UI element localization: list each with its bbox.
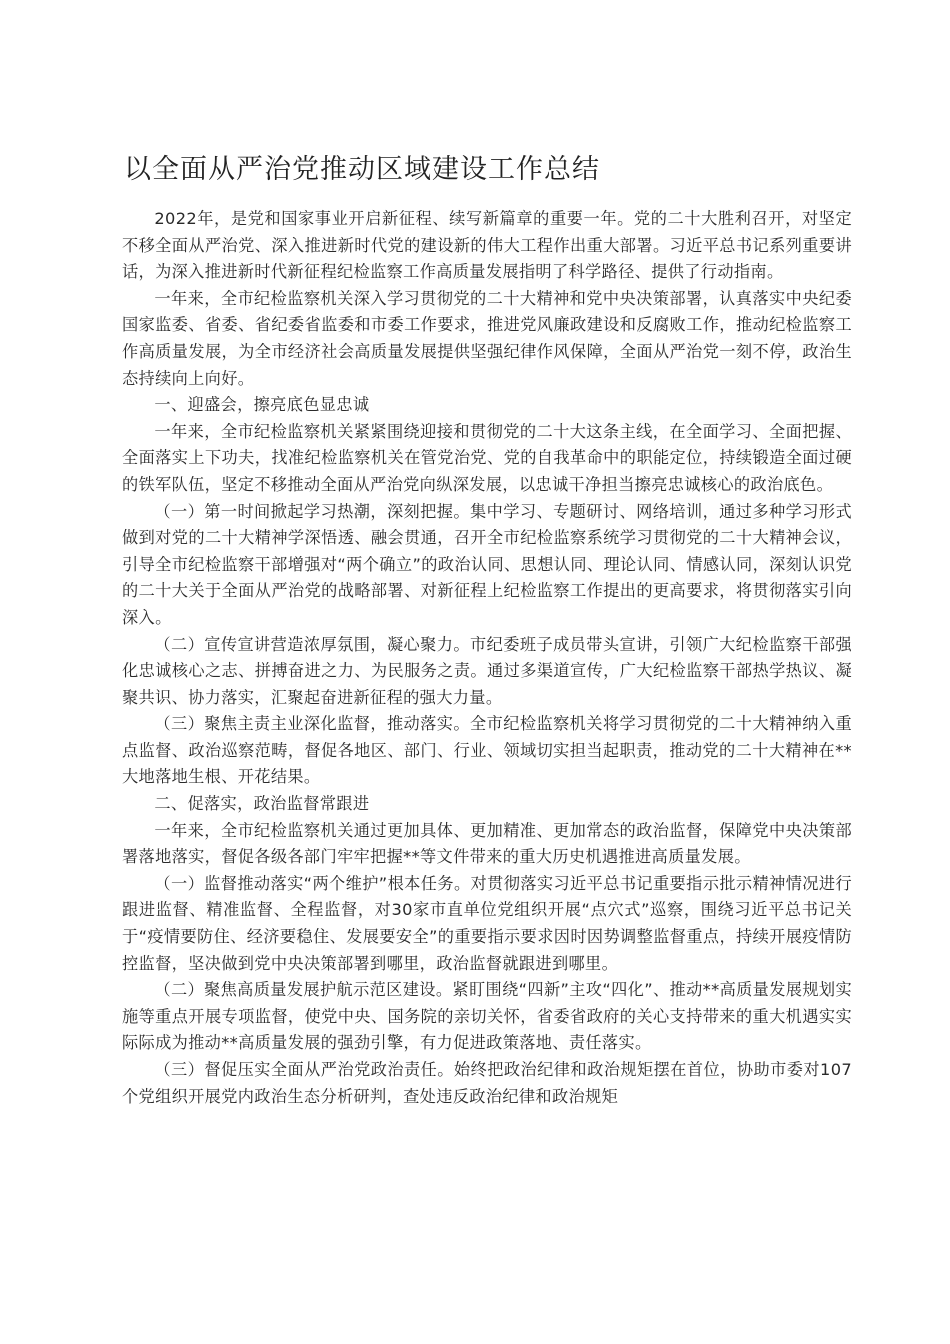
paragraph-section-2-item-3: （三）督促压实全面从严治党政治责任。始终把政治纪律和政治规矩摆在首位，协助市委对107个党组织开展党内政治生态分析研判，查处违反政治纪律和政治规矩 xyxy=(122,1060,852,1106)
section-heading-2: 二、促落实，政治监督常跟进 xyxy=(154,794,370,814)
paragraph-overview: 一年来，全市纪检监察机关深入学习贯彻党的二十大精神和党中央决策部署，认真落实中央纪委国家监委、省委、省纪委省监委和市委工作要求，推进党风廉政建设和反腐败工作，推动纪检监察工作高质量发展，为全市经济社会高质量发展提供坚强纪律作风保障，全面从严治党一刻不停，政治生态持续向上向好。 xyxy=(122,288,852,388)
section-heading-1: 一、迎盛会，擦亮底色显忠诚 xyxy=(154,395,370,415)
paragraph-section-1-item-2: （二）宣传宣讲营造浓厚氛围，凝心聚力。市纪委班子成员带头宣讲，引领广大纪检监察干部强化忠诚核心之志、拼搏奋进之力、为民服务之责。通过多渠道宣传，广大纪检监察干部热学热议、凝聚共识、协力落实，汇聚起奋进新征程的强大力量。 xyxy=(122,634,852,707)
paragraph-intro: 2022年，是党和国家事业开启新征程、续写新篇章的重要一年。党的二十大胜利召开，对坚定不移全面从严治党、深入推进新时代党的建设新的伟大工程作出重大部署。习近平总书记系列重要讲话，为深入推进新时代新征程纪检监察工作高质量发展指明了科学路径、提供了行动指南。 xyxy=(122,209,852,282)
paragraph-section-1-item-3: （三）聚焦主责主业深化监督，推动落实。全市纪检监察机关将学习贯彻党的二十大精神纳入重点监督、政治巡察范畴，督促各地区、部门、行业、领域切实担当起职责，推动党的二十大精神在**大地落地生根、开花结果。 xyxy=(122,714,852,787)
paragraph-section-2-item-1: （一）监督推动落实“两个维护”根本任务。对贯彻落实习近平总书记重要指示批示精神情况进行跟进监督、精准监督、全程监督，对30家市直单位党组织开展“点穴式”巡察，围绕习近平总书记关于“疫情要防住、经济要稳住、发展要安全”的重要指示要求因时因势调整监督重点，持续开展疫情防控监督，坚决做到党中央决策部署到哪里，政治监督就跟进到哪里。 xyxy=(122,873,852,973)
paragraph-section-1-item-1: （一）第一时间掀起学习热潮，深刻把握。集中学习、专题研讨、网络培训，通过多种学习形式做到对党的二十大精神学深悟透、融会贯通，召开全市纪检监察系统学习贯彻党的二十大精神会议，引导全市纪检监察干部增强对“两个确立”的政治认同、思想认同、理论认同、情感认同，深刻认识党的二十大关于全面从严治党的战略部署、对新征程上纪检监察工作提出的更高要求，将贯彻落实引向深入。 xyxy=(122,501,852,627)
paragraph-section-2-item-2: （二）聚焦高质量发展护航示范区建设。紧盯围绕“四新”主攻“四化”、推动**高质量发展规划实施等重点开展专项监督，使党中央、国务院的亲切关怀，省委省政府的关心支持带来的重大机遇实实际际成为推动**高质量发展的强劲引擎，有力促进政策落地、责任落实。 xyxy=(122,980,852,1053)
document-body xyxy=(122,206,852,1110)
paragraph-section-2-intro: 一年来，全市纪检监察机关通过更加具体、更加精准、更加常态的政治监督，保障党中央决策部署落地落实，督促各级各部门牢牢把握**等文件带来的重大历史机遇推进高质量发展。 xyxy=(122,820,852,867)
paragraph-section-1-intro: 一年来，全市纪检监察机关紧紧围绕迎接和贯彻党的二十大这条主线，在全面学习、全面把握、全面落实上下功夫，找准纪检监察机关在管党治党、党的自我革命中的职能定位，持续锻造全面过硬的铁军队伍，坚定不移推动全面从严治党向纵深发展，以忠诚干净担当擦亮忠诚核心的政治底色。 xyxy=(122,421,852,494)
document-title: 以全面从严治党推动区域建设工作总结 xyxy=(124,154,600,185)
